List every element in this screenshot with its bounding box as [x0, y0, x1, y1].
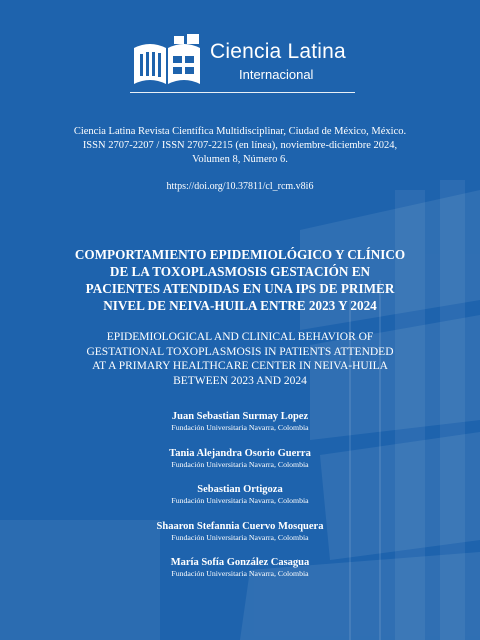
- author-entry: [40, 556, 440, 593]
- title-line: AT A PRIMARY HEALTHCARE CENTER IN NEIVA-HUILA: [92, 360, 388, 372]
- title-line: EPIDEMIOLOGICAL AND CLINICAL BEHAVIOR OF: [106, 331, 374, 343]
- title-spanish: [40, 246, 440, 314]
- title-line: GESTATIONAL TOXOPLASMOSIS IN PATIENTS ATTENDED: [86, 345, 394, 358]
- author-affiliation: Fundación Universitaria Navarra, Colombia: [171, 496, 309, 505]
- title-line: COMPORTAMIENTO EPIDEMIOLÓGICO Y CLÍNICO: [74, 247, 406, 262]
- brand-name: Ciencia Latina: [210, 40, 346, 63]
- author-affiliation: Fundación Universitaria Navarra, Colombia: [171, 459, 309, 469]
- brand-subtitle: Internacional: [239, 67, 314, 82]
- author-name: María Sofía González Casagua: [170, 557, 310, 568]
- title-line: DE LA TOXOPLASMOSIS GESTACIÓN EN: [109, 264, 371, 279]
- author-affiliation: Fundación Universitaria Navarra, Colombia: [171, 569, 309, 578]
- title-english: [40, 330, 440, 388]
- journal-line: Volumen 8, Número 6.: [192, 154, 288, 165]
- author-entry: [40, 410, 440, 447]
- author-name: Sebastian Ortigoza: [197, 484, 283, 495]
- journal-info: [40, 125, 440, 167]
- author-affiliation: Fundación Universitaria Navarra, Colombia: [171, 423, 309, 432]
- open-book-building-icon: [130, 34, 204, 88]
- author-name: Tania Alejandra Osorio Guerra: [169, 447, 311, 459]
- author-name: Shaaron Stefannia Cuervo Mosquera: [156, 520, 324, 532]
- journal-line: Ciencia Latina Revista Científica Multidisciplinar, Ciudad de México, México.: [73, 126, 407, 137]
- author-entry: [40, 483, 440, 520]
- author-name: Juan Sebastian Surmay Lopez: [171, 411, 309, 422]
- title-line: PACIENTES ATENDIDAS EN UNA IPS DE PRIMER: [85, 281, 395, 296]
- title-line: BETWEEN 2023 AND 2024: [173, 374, 307, 387]
- author-entry: [40, 447, 440, 484]
- author-list: [40, 410, 440, 593]
- journal-logo: [130, 34, 360, 96]
- author-entry: [40, 520, 440, 557]
- author-affiliation: Fundación Universitaria Navarra, Colombia: [171, 532, 309, 542]
- title-line: NIVEL DE NEIVA-HUILA ENTRE 2023 Y 2024: [103, 298, 377, 313]
- journal-line: ISSN 2707-2207 / ISSN 2707-2215 (en línea), noviembre-diciembre 2024,: [82, 140, 398, 151]
- doi-link[interactable]: https://doi.org/10.37811/cl_rcm.v8i6: [166, 181, 314, 192]
- brand-divider: [130, 92, 355, 93]
